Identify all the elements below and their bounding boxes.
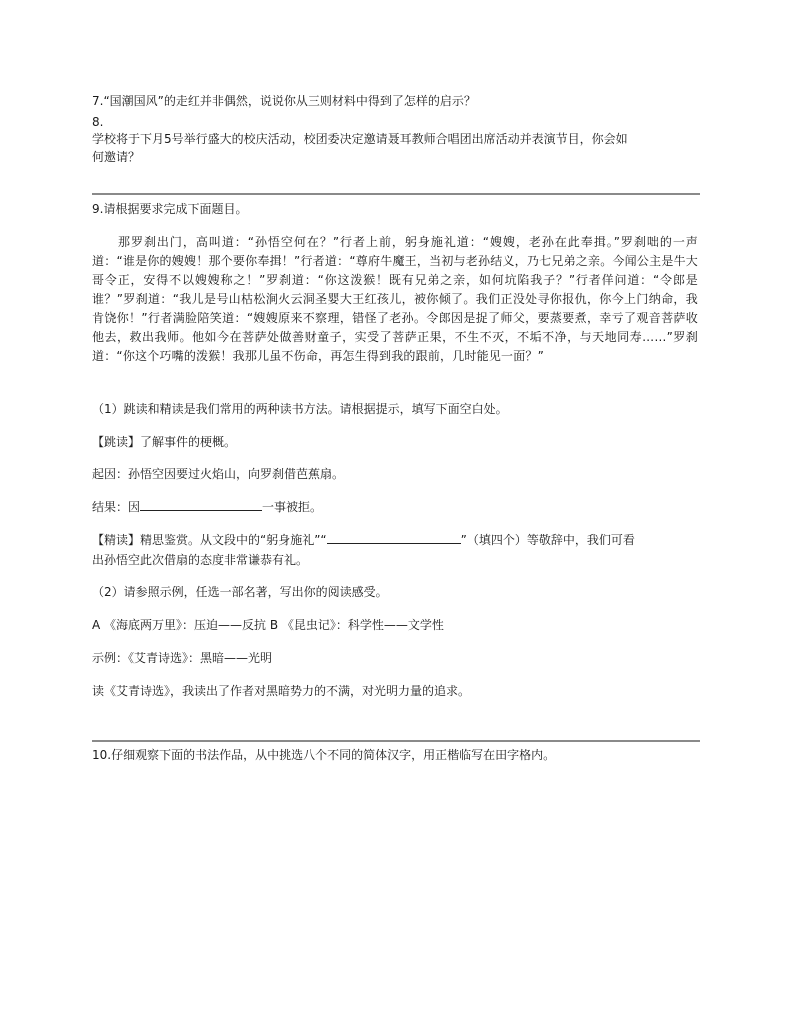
close-reading-line-2: 出孙悟空此次借扇的态度非常谦恭有礼。 [92, 553, 309, 567]
section-divider [92, 740, 700, 742]
book-options: A 《海底两万里》：压迫——反抗 B 《昆虫记》：科学性——文学性 [92, 618, 444, 632]
question-9-sub-2: （2）请参照示例，任选一部名著，写出你的阅读感受。 [92, 585, 388, 599]
example-line: 示例：《艾青诗选》：黑暗——光明 [92, 651, 273, 665]
question-8-line-1: 学校将于下月5号举行盛大的校庆活动，校团委决定邀请聂耳教师合唱团出席活动并表演节目，你会如 [92, 132, 628, 146]
question-10: 10.仔细观察下面的书法作品，从中挑选八个不同的简体汉字，用正楷临写在田字格内。 [92, 748, 556, 762]
close-reading-suffix: ”（填四个）等敬辞中，我们可看 [460, 533, 635, 547]
section-divider [92, 193, 700, 195]
result-prefix: 结果：因 [92, 500, 141, 514]
question-7: 7.“国潮国风”的走红并非偶然，说说你从三则材料中得到了怎样的启示？ [92, 94, 476, 108]
cause-line: 起因：孙悟空因要过火焰山，向罗刹借芭蕉扇。 [92, 467, 345, 481]
skim-reading-label: 【跳读】了解事件的梗概。 [92, 435, 237, 449]
result-suffix: 一事被拒。 [262, 500, 323, 514]
question-9-sub-1: （1）跳读和精读是我们常用的两种读书方法。请根据提示，填写下面空白处。 [92, 402, 508, 416]
honorifics-answer-blank[interactable] [327, 532, 461, 544]
question-8-line-2: 何邀请？ [92, 150, 141, 164]
close-reading-prefix: 【精读】精思鉴赏。从文段中的“躬身施礼”“ [92, 533, 327, 547]
result-line [92, 498, 322, 516]
question-9-passage: 那罗刹出门，高叫道：“孙悟空何在？”行者上前，躬身施礼道：“嫂嫂，老孙在此奉揖。”罗刹咄的一声道：“谁是你的嫂嫂！那个要你奉揖！”行者道：“尊府牛魔王，当初与老孙结义，乃七兄弟之亲。今闻公主是牛大哥令正，安得不以嫂嫂称之！”罗刹道：“你这泼猴！既有兄弟之亲，如何坑陷我子？”行者佯问道：“令郎是谁？”罗刹道：“我儿是号山枯松涧火云洞圣婴大王红孩儿，被你倾了。我们正没处寻你报仇，你今上门纳命，我肯饶你！”行者满脸陪笑道：“嫂嫂原来不察理，错怪了老孙。令郎因是捉了师父，要蒸要煮，幸亏了观音菩萨收他去，救出我师。他如今在菩萨处做善财童子，实受了菩萨正果，不生不灭，不垢不净，与天地同寿……”罗刹道：“你这个巧嘴的泼猴！我那儿虽不伤命，再怎生得到我的跟前，几时能见一面？” [92, 235, 698, 363]
result-answer-blank[interactable] [140, 499, 262, 511]
question-9-title: 9.请根据要求完成下面题目。 [92, 202, 248, 216]
example-answer: 读《艾青诗选》，我读出了作者对黑暗势力的不满，对光明力量的追求。 [92, 684, 471, 698]
question-8-number: 8. [92, 115, 104, 129]
close-reading-line [92, 531, 635, 549]
